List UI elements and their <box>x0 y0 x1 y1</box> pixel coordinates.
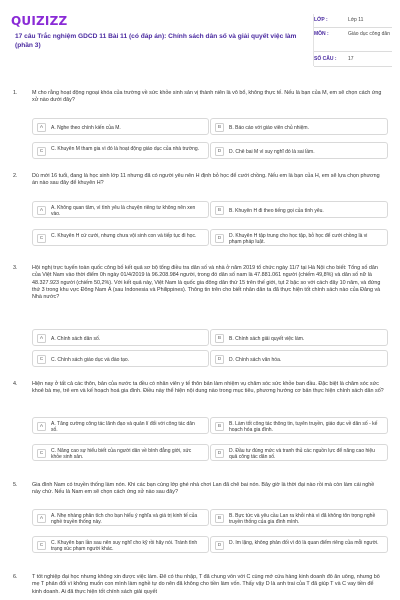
question-6 <box>13 574 389 600</box>
option-c[interactable] <box>32 536 209 553</box>
question-2 <box>13 173 389 263</box>
worksheet-title: 17 câu Trắc nghiệm GDCD 11 Bài 11 (có đáp án): Chính sách dân số và giải quyết việc làm (phần 3) <box>15 33 297 49</box>
question-text: Hội nghị trực tuyến toàn quốc công bố kết quả sơ bộ tổng điều tra dân số và nhà ở năm 2019 tổ chức ngày 11/7 tại Hà Nội cho biết: Tổng số dân của Việt Nam vào thời điểm 0h ngày 01/4/2019 là 96.208.984 người, trong đó dân số nam là 47.881.061 người (chiếm 49,8%) và dân số nữ là 48.327.923 người (chiếm 50,2%). Với kết quả này, Việt Nam là quốc gia đông dân thứ 15 trên thế giới, tụt 2 bậc so với cách đây 10 năm, và đứng thứ 3 trong khu vực Đông Nam Á (sau Indonesia và Philippines). Thông tin trên cho biết nhân dân ta đã thực hiện tốt chính sách nào của Đảng và Nhà nước? <box>32 265 381 301</box>
option-letter: D <box>215 147 224 156</box>
option-a[interactable] <box>32 417 209 434</box>
option-letter: A <box>37 206 46 215</box>
option-d[interactable] <box>210 536 388 553</box>
meta-class-label: LỚP : <box>314 17 328 23</box>
option-b[interactable] <box>210 417 388 434</box>
question-number: 6. <box>13 574 18 580</box>
option-text: D. Chê bai M vì suy nghĩ đó là sai lầm. <box>229 148 315 155</box>
option-a[interactable] <box>32 118 209 135</box>
option-text: A. Nhẹ nhàng phân tích cho bạn hiểu ý nghĩa và giá trị kinh tế của nghề truyền thống này. <box>51 513 198 525</box>
meta-class-value: Lớp 11 <box>348 17 364 23</box>
question-3 <box>13 265 389 375</box>
option-a[interactable] <box>32 201 209 218</box>
option-letter: D <box>215 355 224 364</box>
option-b[interactable] <box>210 118 388 135</box>
option-d[interactable] <box>210 444 388 461</box>
option-text: D. Khuyên H tập trung cho học tập, bỏ học để cưới chồng là vi phạm pháp luật. <box>229 233 368 245</box>
question-5 <box>13 482 389 572</box>
option-letter: C <box>37 541 46 550</box>
option-letter: D <box>215 449 224 458</box>
meta-count-value: 17 <box>348 56 354 62</box>
question-number: 2. <box>13 173 18 179</box>
option-text: A. Tăng cường công tác lãnh đạo và quản lí đối với công tác dân số. <box>51 421 195 433</box>
option-letter: B <box>215 422 224 431</box>
option-letter: B <box>215 514 224 523</box>
option-d[interactable] <box>210 142 388 159</box>
option-text: C. Khuyên H cứ cưới, nhưng chưa vội sinh con và tiếp tục đi học. <box>51 233 197 239</box>
option-text: D. Im lặng, không phản đối vì đó là quan điểm riêng của mỗi người. <box>229 540 379 546</box>
option-a[interactable] <box>32 509 209 526</box>
option-a[interactable] <box>32 329 209 346</box>
meta-subject-value: Giáo dục công dân <box>348 31 390 37</box>
question-4 <box>13 381 389 481</box>
option-letter: C <box>37 355 46 364</box>
option-c[interactable] <box>32 444 209 461</box>
option-text: A. Nghe theo chính kiến của M. <box>51 124 121 131</box>
option-text: D. Đầu tư đúng mức và tranh thủ các nguồn lực để nâng cao hiệu quả công tác dân số. <box>229 448 375 460</box>
question-text: Hiện nay ở tất cả các thôn, bản của nước ta đều có nhân viên y tế thôn bản làm nhiệm vụ chăm sóc sức khỏe ban đầu. Đặc biệt là chăm sóc sức khoẻ bà mẹ, trẻ em và kế hoạch hoá gia đình. Điều này thể hiện nội dung nào trong mục tiêu, phương hướng cơ bản thực hiện chính sách dân số? <box>32 381 384 395</box>
option-letter: A <box>37 123 46 132</box>
option-letter: C <box>37 449 46 458</box>
option-text: B. Bực tức và yêu cầu Lan ra khỏi nhà vì đã không tôn trọng nghề truyền thống của gia đình mình. <box>229 513 376 525</box>
meta-divider <box>314 51 392 52</box>
question-1 <box>13 90 389 180</box>
option-letter: D <box>215 541 224 550</box>
option-text: A. Không quan tâm, vì tình yêu là chuyện riêng tư không nên xen vào. <box>51 205 196 217</box>
option-c[interactable] <box>32 142 209 159</box>
option-text: B. Chính sách giải quyết việc làm. <box>229 335 305 342</box>
option-text: C. Chính sách giáo dục và đào tạo. <box>51 356 130 363</box>
option-d[interactable] <box>210 229 388 246</box>
option-text: C. Nâng cao sự hiểu biết của người dân về bình đẳng giới, sức khỏe sinh sản. <box>51 448 192 460</box>
option-b[interactable] <box>210 329 388 346</box>
option-b[interactable] <box>210 201 388 218</box>
option-letter: B <box>215 206 224 215</box>
quizizz-logo[interactable]: QUIZIZZ <box>11 14 68 28</box>
option-letter: B <box>215 334 224 343</box>
option-letter: C <box>37 234 46 243</box>
option-text: D. Chính sách văn hóa. <box>229 356 282 363</box>
option-text: B. Làm tốt công tác thông tin, tuyên truyền, giáo dục về dân số - kế hoạch hóa gia đình. <box>229 421 378 433</box>
question-text: Gia đình Nam có truyền thống làm nón. Khi các bạn cùng lớp ghé nhà chơi Lan đã chê bai nón. Bây giờ là thời đại nào rồi mà còn làm cái nghề này chứ. Nếu là Nam em sẽ chọn cách ứng xử nào sau đây? <box>32 482 375 496</box>
question-text: Dù mới 16 tuổi, đang là học sinh lớp 11 nhưng đã có người yêu nên H định bỏ học để cưới chồng. Nếu em là bạn của H, em sẽ lựa chọn phương án nào sau đây để khuyên H? <box>32 173 380 187</box>
option-text: A. Chính sách dân số. <box>51 335 101 342</box>
meta-count-label: SỐ CÂU : <box>314 56 337 62</box>
question-number: 4. <box>13 381 18 387</box>
option-letter: C <box>37 147 46 156</box>
option-c[interactable] <box>32 229 209 246</box>
question-number: 5. <box>13 482 18 488</box>
question-number: 3. <box>13 265 18 271</box>
option-letter: A <box>37 334 46 343</box>
option-letter: A <box>37 422 46 431</box>
option-d[interactable] <box>210 350 388 367</box>
option-text: B. Báo cáo với giáo viên chủ nhiệm. <box>229 124 309 131</box>
question-number: 1. <box>13 90 18 96</box>
option-text: B. Khuyên H đi theo tiếng gọi của tình yêu. <box>229 207 324 214</box>
meta-subject-label: MÔN : <box>314 31 329 37</box>
question-text: M cho rằng hoạt động ngoại khóa của trường về sức khỏe sinh sản vị thành niên là vô bổ, không thực tế. Nếu là bạn của M, em sẽ chọn cách ứng xử nào dưới đây? <box>32 90 382 104</box>
option-letter: B <box>215 123 224 132</box>
option-letter: D <box>215 234 224 243</box>
option-text: C. Khuyên M tham gia vì đó là hoạt động giáo dục của nhà trường. <box>51 146 200 152</box>
option-b[interactable] <box>210 509 388 526</box>
option-c[interactable] <box>32 350 209 367</box>
meta-divider <box>314 66 392 67</box>
meta-divider <box>314 27 392 28</box>
option-letter: A <box>37 514 46 523</box>
option-text: C. Khuyên bạn lần sau nên suy nghĩ cho kỹ rồi hãy nói. Tránh tình trạng xúc phạm người khác. <box>51 540 198 552</box>
question-text: T tốt nghiệp đại học nhưng không xin được việc làm. Để có thu nhập, T đã chung vốn với C cùng mở cửa hàng kinh doanh đồ ăn uống, nhưng bố mẹ T phản đối vì không muốn con mình làm nghề tự do nên đã không cho tiền làm vốn. Thấy vậy D là anh trai của T đã giúp T và C vay tiền để kinh doanh. Ai đã thực hiện tốt chính sách giải quyết <box>32 574 380 595</box>
